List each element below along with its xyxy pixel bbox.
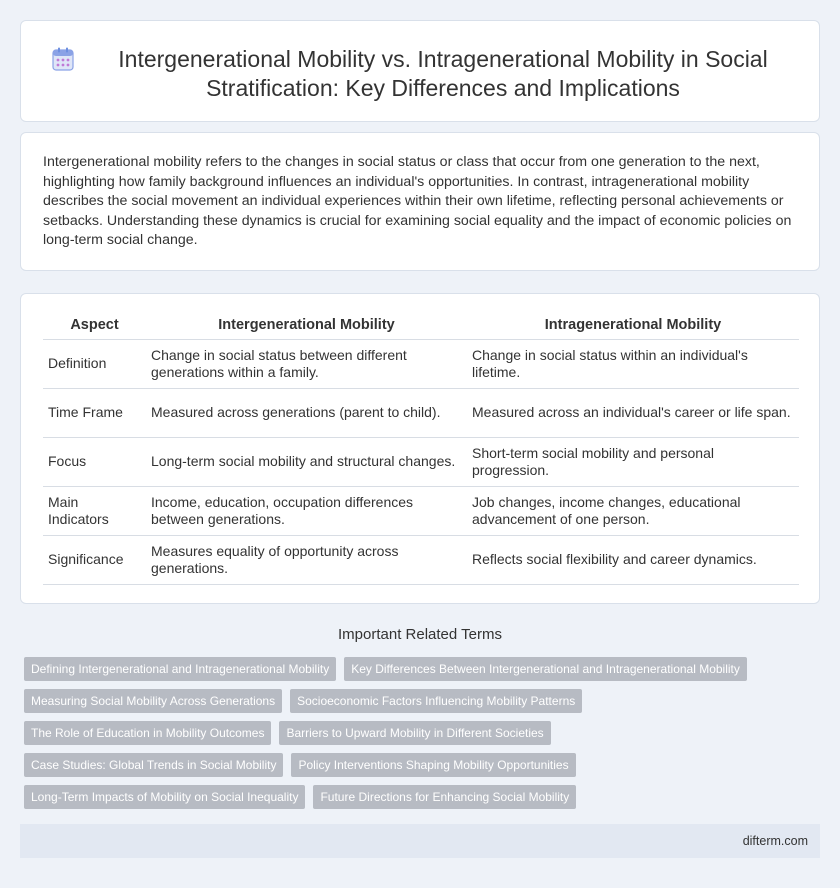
intergenerational-cell: Measured across generations (parent to child). — [146, 388, 467, 437]
header-intergenerational: Intergenerational Mobility — [146, 312, 467, 339]
related-term-tag[interactable]: Barriers to Upward Mobility in Different Societies — [279, 721, 550, 745]
aspect-cell: Time Frame — [43, 388, 146, 437]
comparison-table — [43, 312, 799, 585]
intro-paragraph: Intergenerational mobility refers to the changes in social status or class that occur from one generation to the next, highlighting how family background influences an individual's opportunities. In contrast, intragenerational mobility describes the social movement an individual experiences within their own lifetime, reflecting personal achievements or setbacks. Understanding these dynamics is crucial for examining social equality and the impact of economic policies on long-term social change. — [43, 154, 792, 248]
intragenerational-cell: Reflects social flexibility and career dynamics. — [467, 535, 799, 584]
intragenerational-cell: Change in social status within an individual's lifetime. — [467, 339, 799, 388]
related-term-tag[interactable]: Long-Term Impacts of Mobility on Social Inequality — [24, 785, 305, 809]
intragenerational-cell: Short-term social mobility and personal progression. — [467, 437, 799, 486]
related-term-tag[interactable]: Socioeconomic Factors Influencing Mobility Patterns — [290, 689, 582, 713]
intergenerational-cell: Long-term social mobility and structural changes. — [146, 437, 467, 486]
comparison-card — [20, 293, 820, 604]
related-terms-list — [24, 657, 824, 817]
intergenerational-cell: Income, education, occupation differences between generations. — [146, 486, 467, 535]
related-term-tag[interactable]: Measuring Social Mobility Across Generations — [24, 689, 282, 713]
table-row — [43, 388, 799, 437]
site-link[interactable]: difterm.com — [742, 834, 808, 848]
table-row — [43, 339, 799, 388]
footer — [20, 824, 820, 858]
related-term-tag[interactable]: Policy Interventions Shaping Mobility Opportunities — [291, 753, 575, 777]
intragenerational-cell: Measured across an individual's career or life span. — [467, 388, 799, 437]
header-card — [20, 20, 820, 122]
title-row — [21, 21, 819, 103]
related-term-tag[interactable]: Future Directions for Enhancing Social Mobility — [313, 785, 576, 809]
table-row — [43, 437, 799, 486]
related-term-tag[interactable]: The Role of Education in Mobility Outcomes — [24, 721, 271, 745]
aspect-cell: Focus — [43, 437, 146, 486]
page-title: Intergenerational Mobility vs. Intragenerational Mobility in Social Stratification: Key Differences and Implications — [118, 46, 768, 101]
table-row — [43, 535, 799, 584]
intergenerational-cell: Measures equality of opportunity across generations. — [146, 535, 467, 584]
aspect-cell: Definition — [43, 339, 146, 388]
related-term-tag[interactable]: Case Studies: Global Trends in Social Mobility — [24, 753, 283, 777]
calendar-icon — [52, 47, 74, 71]
intergenerational-cell: Change in social status between different generations within a family. — [146, 339, 467, 388]
related-term-tag[interactable]: Key Differences Between Intergenerational and Intragenerational Mobility — [344, 657, 747, 681]
table-header-row — [43, 312, 799, 339]
aspect-cell: Main Indicators — [43, 486, 146, 535]
header-intragenerational: Intragenerational Mobility — [467, 312, 799, 339]
table-row — [43, 486, 799, 535]
related-term-tag[interactable]: Defining Intergenerational and Intragenerational Mobility — [24, 657, 336, 681]
intragenerational-cell: Job changes, income changes, educational advancement of one person. — [467, 486, 799, 535]
aspect-cell: Significance — [43, 535, 146, 584]
intro-card — [20, 132, 820, 271]
related-terms-title: Important Related Terms — [338, 626, 502, 643]
header-aspect: Aspect — [43, 312, 146, 339]
